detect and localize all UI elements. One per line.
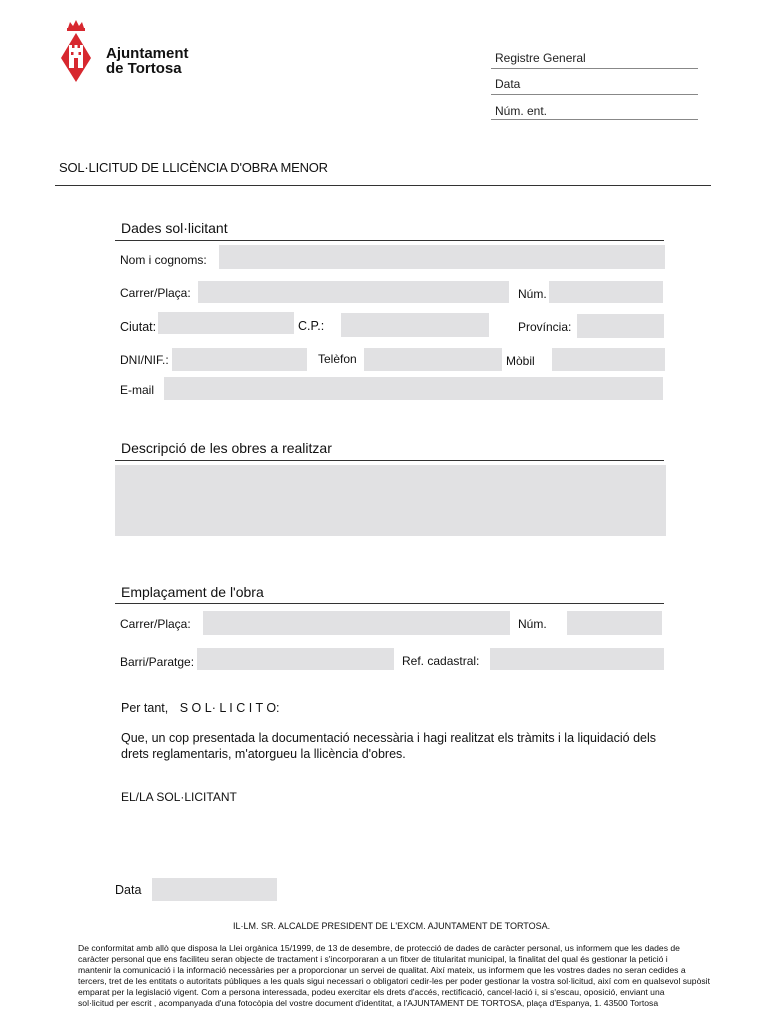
telefon-label: Telèfon	[318, 352, 357, 366]
ref-cadastral-input[interactable]	[490, 648, 664, 670]
lopd-line: De conformitat amb allò que disposa la Llei orgànica 15/1999, de 13 de desembre, de protecció de dades de caràcter personal, us informem que les dades de	[78, 943, 680, 953]
telefon-input[interactable]	[364, 348, 502, 371]
location-num-label: Núm.	[518, 617, 547, 631]
request-line-2: drets reglamentaris, m'atorgueu la llicència d'obres.	[121, 747, 406, 761]
logo-line2: de Tortosa	[106, 60, 182, 77]
works-heading: Descripció de les obres a realitzar	[121, 440, 332, 456]
applicant-rule	[115, 240, 664, 241]
location-carrer-label: Carrer/Plaça:	[120, 617, 191, 631]
works-rule	[115, 460, 664, 461]
mobil-label: Mòbil	[506, 354, 535, 368]
registre-rule	[491, 68, 698, 69]
email-label: E-mail	[120, 383, 155, 397]
location-carrer-input[interactable]	[203, 611, 510, 635]
registre-num-rule	[491, 119, 698, 120]
title-rule	[55, 185, 711, 186]
sollicito-text: S O L· L I C I T O:	[179, 701, 280, 715]
signer-label: EL/LA SOL·LICITANT	[121, 790, 237, 804]
request-line-1: Que, un cop presentada la documentació necessària i hagi realitzat els tràmits i la liquidació dels	[121, 731, 657, 745]
cp-input[interactable]	[341, 313, 489, 337]
registre-general-label: Registre General	[495, 51, 586, 65]
works-description-textarea[interactable]	[115, 465, 666, 536]
num-input[interactable]	[549, 281, 663, 303]
lopd-line: emparat per la legislació vigent. Com a persona interessada, podeu exercitar els drets d'accés, rectificació, cancel·lació i, si s'escau, oposició, enviant una	[78, 987, 665, 997]
email-input[interactable]	[164, 377, 663, 400]
per-tant-text: Per tant,	[121, 701, 169, 715]
registre-data-rule	[491, 94, 698, 95]
mobil-input[interactable]	[552, 348, 665, 371]
location-heading: Emplaçament de l'obra	[121, 584, 264, 600]
provincia-input[interactable]	[577, 314, 664, 338]
nom-label: Nom i cognoms:	[120, 253, 207, 267]
dni-input[interactable]	[172, 348, 307, 371]
page-title: SOL·LICITUD DE LLICÈNCIA D'OBRA MENOR	[59, 160, 328, 175]
ciutat-input[interactable]	[158, 312, 294, 334]
carrer-input[interactable]	[198, 281, 509, 303]
ref-cadastral-label: Ref. cadastral:	[402, 654, 480, 668]
per-tant-label	[121, 700, 280, 717]
date-label: Data	[115, 883, 142, 897]
registre-num-label: Núm. ent.	[495, 104, 548, 118]
tortosa-coat-of-arms-icon	[58, 18, 94, 84]
location-rule	[115, 603, 664, 604]
logo-line1: Ajuntament	[106, 45, 189, 62]
date-input[interactable]	[152, 878, 277, 901]
nom-input[interactable]	[219, 245, 665, 269]
provincia-label: Província:	[518, 320, 572, 334]
location-num-input[interactable]	[567, 611, 662, 635]
barri-label: Barri/Paratge:	[120, 655, 195, 669]
lopd-line: sol·licitud per escrit , acompanyada d'una fotocòpia del vostre document d'identitat, a l'AJUNTAMENT DE TORTOSA, plaça d'Espanya, 1. 43500 Tortosa	[78, 998, 659, 1008]
ciutat-label: Ciutat:	[120, 320, 157, 334]
lopd-line: mantenir la comunicació i la informació necessàries per a proporcionar un servei de qualitat. Així mateix, us informem que les vostres dades no seran cedides a	[78, 965, 686, 975]
carrer-label: Carrer/Plaça:	[120, 286, 191, 300]
addressee-line: IL·LM. SR. ALCALDE PRESIDENT DE L'EXCM. AJUNTAMENT DE TORTOSA.	[233, 921, 551, 931]
lopd-line: tercers, tret de les entitats o autoritats públiques a les quals sigui necessari o obligatori cedir-les per poder gestionar la vostra sol·licitud, així com en qualsevol supòsit	[78, 976, 710, 986]
registre-data-label: Data	[495, 77, 521, 91]
applicant-heading: Dades sol·licitant	[121, 220, 228, 236]
lopd-line: caràcter personal que ens faciliteu seran objecte de tractament i s'incorporaran a un fitxer de titularitat municipal, la finalitat del qual és gestionar la petició i	[78, 954, 668, 964]
cp-label: C.P.:	[298, 319, 325, 333]
logo	[58, 18, 188, 88]
dni-label: DNI/NIF.:	[120, 353, 169, 367]
barri-input[interactable]	[197, 648, 394, 670]
num-label: Núm.	[518, 287, 547, 301]
